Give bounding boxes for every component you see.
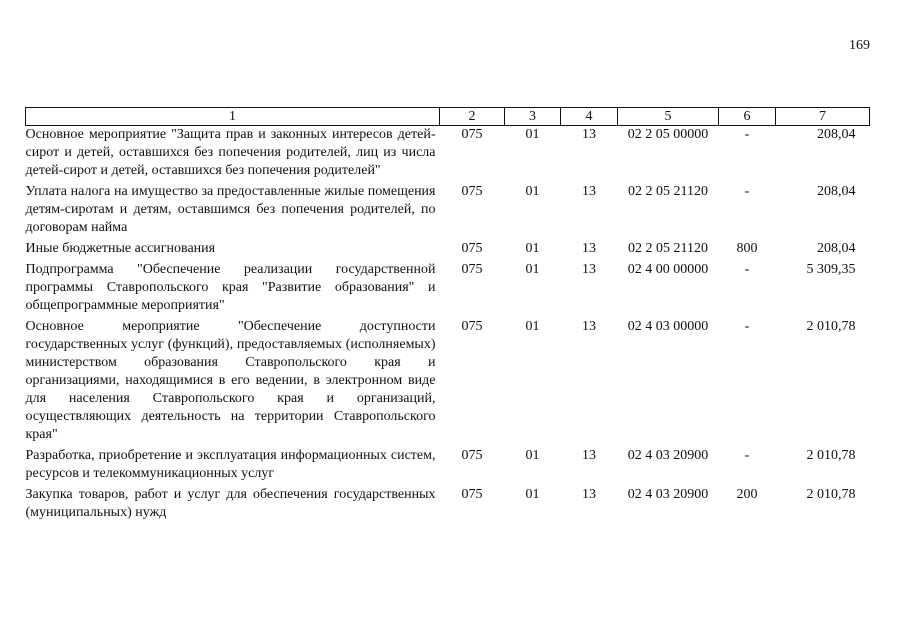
row-amount: 208,04: [817, 127, 856, 142]
row-target-article: 02 2 05 00000: [627, 127, 709, 142]
row-ministry-code: 075: [461, 262, 483, 277]
col-header-2: 2: [440, 108, 505, 126]
row-description: Иные бюджетные ассигнования: [25, 241, 216, 256]
row-expense-type: -: [744, 127, 750, 142]
row-section-code: 01: [525, 127, 540, 142]
row-expense-type: 200: [736, 487, 758, 502]
row-target-article: 02 2 05 21120: [628, 241, 708, 256]
row-ministry-code: 075: [461, 319, 483, 334]
row-expense-type: -: [744, 448, 750, 463]
row-section-code: 01: [525, 487, 540, 502]
row-description: Закупка товаров, работ и услуг для обеспечения государственных (муниципальных) нужд: [25, 487, 436, 520]
row-subsection-code: 13: [582, 184, 596, 199]
page-number: 169: [849, 38, 870, 53]
col-header-4: 4: [561, 108, 618, 126]
row-amount: 2 010,78: [806, 448, 856, 463]
row-amount: 208,04: [817, 241, 856, 256]
row-expense-type: -: [744, 319, 750, 334]
row-subsection-code: 13: [582, 487, 596, 502]
col-header-1: 1: [26, 108, 440, 126]
row-ministry-code: 075: [461, 127, 483, 142]
row-amount: 2 010,78: [806, 319, 856, 334]
row-description: Основное мероприятие "Защита прав и законных интересов детей-сирот и детей, оставшихся без попечения родителей, лиц из числа детей-сирот и детей, оставшихся без попечения родителей": [25, 127, 436, 178]
table-row: [26, 447, 870, 486]
row-subsection-code: 13: [582, 127, 596, 142]
table-row: [26, 240, 870, 261]
row-section-code: 01: [525, 262, 540, 277]
row-expense-type: -: [744, 262, 750, 277]
col-header-3: 3: [505, 108, 561, 126]
row-target-article: 02 4 03 20900: [627, 448, 709, 463]
row-target-article: 02 4 00 00000: [627, 262, 709, 277]
row-ministry-code: 075: [461, 448, 483, 463]
row-expense-type: 800: [736, 241, 758, 256]
row-amount: 208,04: [817, 184, 856, 199]
row-subsection-code: 13: [582, 319, 596, 334]
row-subsection-code: 13: [582, 241, 596, 256]
col-header-5: 5: [618, 108, 719, 126]
table-row: [26, 318, 870, 447]
row-amount: 2 010,78: [806, 487, 856, 502]
row-target-article: 02 4 03 00000: [627, 319, 709, 334]
row-ministry-code: 075: [461, 487, 483, 502]
header-row: [26, 108, 870, 126]
col-header-6: 6: [719, 108, 776, 126]
row-description: Основное мероприятие "Обеспечение доступности государственных услуг (функций), предоставляемых (исполняемых) министерством образования Ставропольского края и организациями, находящимися в его ведении, в электронном виде для населения Ставропольского края и организаций, осуществляющих деятельность на территории Ставропольского края": [25, 319, 436, 442]
row-expense-type: -: [744, 184, 750, 199]
row-amount: 5 309,35: [806, 262, 856, 277]
budget-table: [25, 107, 870, 525]
row-section-code: 01: [525, 184, 540, 199]
col-header-7: 7: [776, 108, 870, 126]
table-row: [26, 486, 870, 525]
row-section-code: 01: [525, 448, 540, 463]
row-subsection-code: 13: [582, 448, 596, 463]
row-description: Разработка, приобретение и эксплуатация информационных систем, ресурсов и телекоммуникационных услуг: [25, 448, 436, 481]
row-subsection-code: 13: [582, 262, 596, 277]
row-target-article: 02 4 03 20900: [627, 487, 709, 502]
row-target-article: 02 2 05 21120: [628, 184, 708, 199]
row-section-code: 01: [525, 319, 540, 334]
row-description: Подпрограмма "Обеспечение реализации государственной программы Ставропольского края "Развитие образования" и общепрограммные мероприятия": [25, 262, 436, 313]
table-row: [26, 183, 870, 240]
row-ministry-code: 075: [461, 184, 483, 199]
table-row: [26, 261, 870, 318]
row-description: Уплата налога на имущество за предоставленные жилые помещения детям-сиротам и детям, оставшимся без попечения родителей, по договорам найма: [25, 184, 436, 235]
row-ministry-code: 075: [461, 241, 483, 256]
row-section-code: 01: [525, 241, 540, 256]
table-row: [26, 126, 870, 184]
